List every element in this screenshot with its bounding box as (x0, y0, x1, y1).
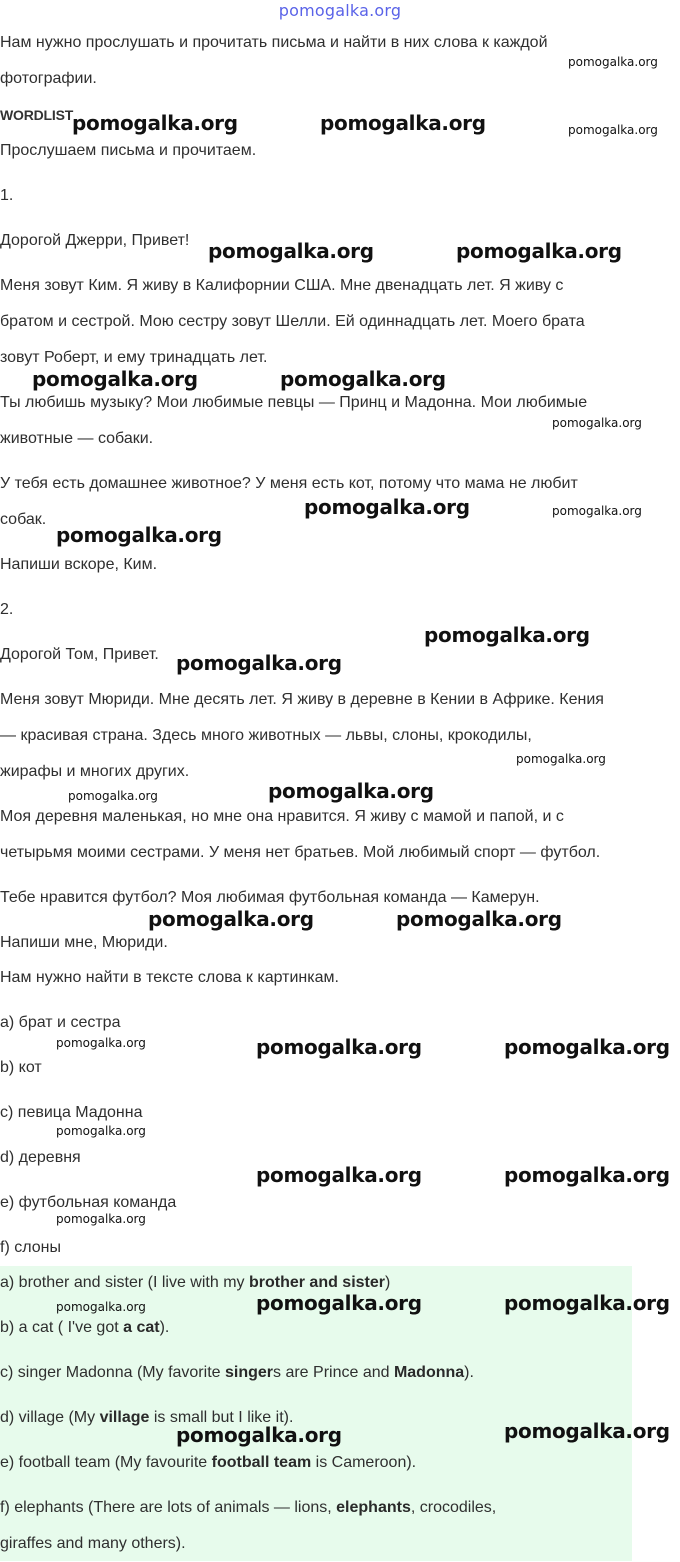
watermark: pomogalka.org (148, 907, 314, 931)
watermark: pomogalka.org (424, 623, 590, 647)
answer-b: b) a cat ( I've got a cat). (0, 1319, 170, 1336)
answer-f: f) elephants (There are lots of animals — lions, elephants, crocodiles, (0, 1499, 497, 1516)
watermark: pomogalka.org (568, 55, 658, 69)
letter-1-text: зовут Роберт, и ему тринадцать лет. (0, 349, 268, 366)
letter-1-text: У тебя есть домашнее животное? У меня есть кот, потому что мама не любит (0, 475, 578, 492)
intro-line-2: фотографии. (0, 70, 97, 87)
watermark: pomogalka.org (552, 504, 642, 518)
letter-1-number: 1. (0, 187, 14, 204)
letter-2-text: Тебе нравится футбол? Моя любимая футбольная команда — Камерун. (0, 889, 540, 906)
watermark: pomogalka.org (516, 752, 606, 766)
letter-2-text: — красивая страна. Здесь много животных — львы, слоны, крокодилы, (0, 727, 532, 744)
letter-2-text: жирафы и многих других. (0, 763, 190, 780)
letter-1-text: собак. (0, 511, 47, 528)
letter-2-text: Моя деревня маленькая, но мне она нравится. Я живу с мамой и папой, и с (0, 808, 564, 825)
task-item: b) кот (0, 1059, 42, 1076)
watermark: pomogalka.org (256, 1163, 422, 1187)
letter-2-closing: Напиши мне, Мюриди. (0, 934, 168, 951)
letter-1-closing: Напиши вскоре, Ким. (0, 556, 158, 573)
watermark: pomogalka.org (504, 1291, 670, 1315)
listen-instruction: Прослушаем письма и прочитаем. (0, 142, 257, 159)
watermark: pomogalka.org (552, 416, 642, 430)
watermark: pomogalka.org (208, 239, 374, 263)
site-header-link[interactable]: pomogalka.org (278, 1, 402, 20)
answer-e: e) football team (My favourite football team is Cameroon). (0, 1454, 417, 1471)
answer-f-continued: giraffes and many others). (0, 1535, 186, 1552)
letter-2-number: 2. (0, 601, 14, 618)
letter-1-text: братом и сестрой. Мою сестру зовут Шелли. Ей одиннадцать лет. Моего брата (0, 313, 585, 330)
watermark: pomogalka.org (72, 111, 238, 135)
watermark: pomogalka.org (568, 123, 658, 137)
watermark: pomogalka.org (268, 779, 434, 803)
task-instruction: Нам нужно найти в тексте слова к картинкам. (0, 969, 339, 986)
letter-1-text: Ты любишь музыку? Мои любимые певцы — Принц и Мадонна. Мои любимые (0, 394, 588, 411)
letter-2-greeting: Дорогой Том, Привет. (0, 646, 159, 663)
watermark: pomogalka.org (32, 367, 198, 391)
watermark: pomogalka.org (56, 1036, 146, 1050)
letter-2-text: Меня зовут Мюриди. Мне десять лет. Я живу в деревне в Кении в Африке. Кения (0, 691, 604, 708)
task-item: d) деревня (0, 1149, 81, 1166)
intro-line-1: Нам нужно прослушать и прочитать письма и найти в них слова к каждой (0, 34, 548, 51)
watermark: pomogalka.org (176, 651, 342, 675)
answer-d: d) village (My village is small but I like it). (0, 1409, 294, 1426)
watermark: pomogalka.org (504, 1419, 670, 1443)
watermark: pomogalka.org (56, 1300, 146, 1314)
watermark: pomogalka.org (56, 1124, 146, 1138)
task-item: а) брат и сестра (0, 1014, 121, 1031)
watermark: pomogalka.org (256, 1035, 422, 1059)
watermark: pomogalka.org (176, 1423, 342, 1447)
letter-1-text: Меня зовут Ким. Я живу в Калифорнии США. Мне двенадцать лет. Я живу с (0, 277, 564, 294)
watermark: pomogalka.org (504, 1163, 670, 1187)
letter-2-text: четырьмя моими сестрами. У меня нет братьев. Мой любимый спорт — футбол. (0, 844, 601, 861)
watermark: pomogalka.org (68, 789, 158, 803)
watermark: pomogalka.org (396, 907, 562, 931)
task-item: f) слоны (0, 1239, 61, 1256)
letter-1-greeting: Дорогой Джерри, Привет! (0, 232, 190, 249)
watermark: pomogalka.org (256, 1291, 422, 1315)
wordlist-label: WORDLIST (0, 107, 74, 123)
task-item: с) певица Мадонна (0, 1104, 143, 1121)
watermark: pomogalka.org (56, 1212, 146, 1226)
watermark: pomogalka.org (456, 239, 622, 263)
answer-c: c) singer Madonna (My favorite singers are Prince and Madonna). (0, 1364, 474, 1381)
watermark: pomogalka.org (56, 523, 222, 547)
watermark: pomogalka.org (320, 111, 486, 135)
letter-1-text: животные — собаки. (0, 430, 154, 447)
answer-a: a) brother and sister (I live with my brother and sister) (0, 1274, 391, 1291)
task-item: е) футбольная команда (0, 1194, 177, 1211)
watermark: pomogalka.org (304, 495, 470, 519)
watermark: pomogalka.org (504, 1035, 670, 1059)
watermark: pomogalka.org (280, 367, 446, 391)
